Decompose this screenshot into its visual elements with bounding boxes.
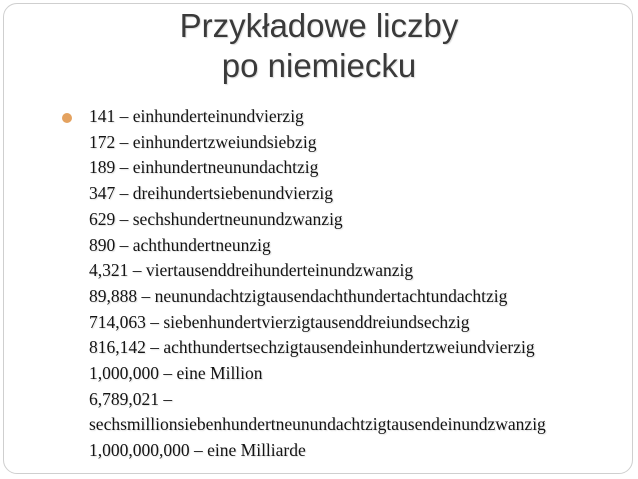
bullet-icon: [62, 113, 72, 123]
list-line: 816,142 – achthundertsechzigtausendeinhundertzweiundvierzig: [89, 337, 535, 358]
list-line: 172 – einhundertzweiundsiebzig: [89, 131, 317, 152]
list-line: sechsmillionsiebenhundertneunundachtzigtausendeinundzwanzig: [89, 414, 546, 435]
list-line: 6,789,021 –: [89, 388, 173, 409]
number-list: [89, 104, 629, 464]
list-line: 1,000,000 – eine Million: [89, 363, 263, 384]
list-line: 890 – achthundertneunzig: [89, 234, 271, 255]
list-line: 714,063 – siebenhundertvierzigtausenddreiundsechzig: [89, 311, 470, 332]
list-line: 141 – einhunderteinundvierzig: [89, 106, 304, 126]
title-line-2: po niemiecku: [221, 47, 417, 84]
list-line: 89,888 – neunundachtzigtausendachthundertachtundachtzig: [89, 285, 508, 306]
title-line-1: Przykładowe liczby: [179, 7, 459, 44]
list-line: 629 – sechshundertneunundzwanzig: [89, 208, 343, 229]
list-line: 347 – dreihundertsiebenundvierzig: [89, 183, 333, 204]
list-line: 189 – einhundertneunundachtzig: [89, 157, 319, 178]
list-line: 4,321 – viertausenddreihunderteinundzwanzig: [89, 260, 414, 281]
list-line: 1,000,000,000 – eine Milliarde: [89, 440, 306, 461]
slide-title: [0, 6, 638, 86]
